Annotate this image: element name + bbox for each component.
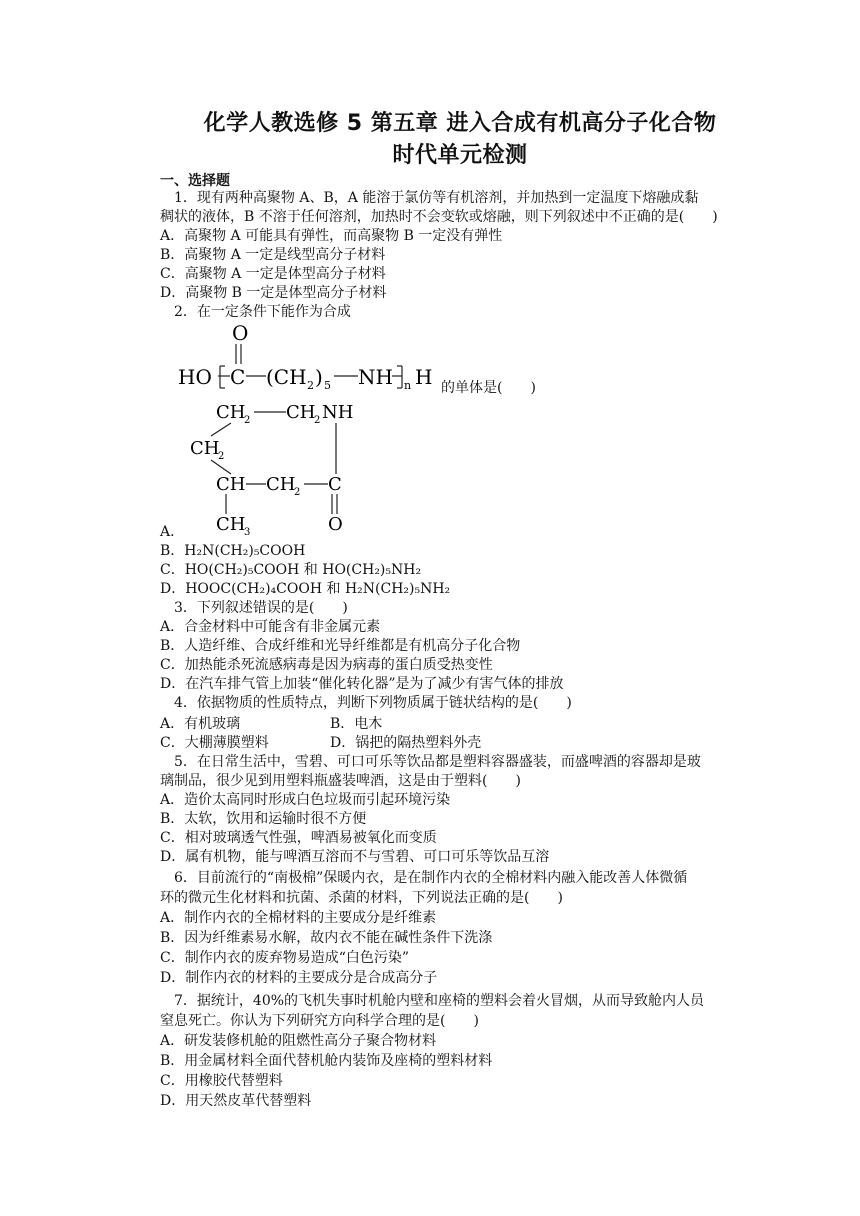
ring-carbonyl-oxygen: O	[328, 514, 343, 535]
question-6-option-a: A．制作内衣的全棉材料的主要成分是纤维素	[160, 910, 437, 926]
question-3-option-d: D．在汽车排气管上加装“催化转化器”是为了减少有害气体的排放	[160, 676, 564, 692]
question-2-option-b: B．H₂N(CH₂)₅COOH	[160, 543, 306, 559]
polymer-repeat-subscript: 5	[324, 379, 331, 392]
question-6-stem-line1: 6．目前流行的“南极棉”保暖内衣，是在制作内衣的全棉材料内融入能改善人体微循	[174, 870, 688, 886]
question-6-stem-line2: 环的微元生化材料和抗菌、杀菌的材料，下列说法正确的是( )	[160, 890, 563, 906]
ring-carbonyl-carbon: C	[328, 474, 342, 495]
question-2-option-d: D．HOOC(CH₂)₄COOH 和 H₂N(CH₂)₅NH₂	[160, 581, 451, 597]
document-title: 化学人教选修 5 第五章 进入合成有机高分子化合物	[203, 111, 717, 136]
question-6-option-b: B．因为纤维素易水解，故内衣不能在碱性条件下洗涤	[160, 930, 493, 946]
svg-text:2: 2	[218, 451, 225, 462]
question-1-option-c: C．高聚物 A 一定是体型高分子材料	[160, 266, 386, 282]
polymer-paren-close: )	[315, 365, 323, 389]
question-6-option-c: C．制作内衣的废弃物易造成“白色污染”	[160, 950, 410, 966]
question-1-stem-line1: 1．现有两种高聚物 A、B，A 能溶于氯仿等有机溶剂，并加热到一定温度下熔融成黏	[174, 190, 699, 206]
ring-ch2-bottom: CH	[266, 474, 296, 495]
question-5-stem-line2: 璃制品，很少见到用塑料瓶盛装啤酒，这是由于塑料( )	[160, 773, 521, 789]
option-a-ring-structure	[186, 396, 366, 536]
question-3-option-c: C．加热能杀死流感病毒是因为病毒的蛋白质受热变性	[160, 657, 493, 673]
ring-nh: NH	[322, 402, 354, 423]
polymer-degree-n: n	[404, 379, 412, 392]
question-7-option-b: B．用金属材料全面代替机舱内装饰及座椅的塑料材料	[160, 1053, 493, 1069]
question-7-option-c: C．用橡胶代替塑料	[160, 1073, 283, 1089]
question-3-option-a: A．合金材料中可能含有非金属元素	[160, 619, 381, 635]
question-1-option-b: B．高聚物 A 一定是线型高分子材料	[160, 247, 386, 263]
question-5-option-c: C．相对玻璃透气性强，啤酒易被氧化而变质	[160, 830, 437, 846]
polymer-end-h: H	[415, 365, 433, 389]
ring-ch2-top-right: CH	[286, 402, 316, 423]
question-3-option-b: B．人造纤维、合成纤维和光导纤维都是有机高分子化合物	[160, 638, 521, 654]
polymer-structure-formula	[170, 320, 450, 392]
polymer-ch2-subscript: 2	[307, 379, 314, 392]
question-2-option-a-label: A．	[160, 524, 185, 540]
question-4-option-c: C．大棚薄膜塑料	[160, 735, 269, 751]
svg-text:3: 3	[244, 527, 251, 536]
question-5-stem-line1: 5．在日常生活中，雪碧、可口可乐等饮品都是塑料容器盛装，而盛啤酒的容器却是玻	[174, 754, 701, 770]
question-4-stem: 4．依据物质的性质特点，判断下列物质属于链状结构的是( )	[174, 695, 572, 711]
question-5-option-d: D．属有机物，能与啤酒互溶而不与雪碧、可口可乐等饮品互溶	[160, 849, 550, 865]
question-5-option-a: A．造价太高同时形成白色垃圾而引起环境污染	[160, 792, 451, 808]
question-2-stem-tail: 的单体是( )	[441, 380, 536, 396]
question-7-stem-line1: 7．据统计，40%的飞机失事时机舱内壁和座椅的塑料会着火冒烟，从而导致舱内人员	[174, 993, 705, 1009]
ring-ch3: CH	[216, 514, 246, 535]
question-3-stem: 3．下列叙述错误的是( )	[174, 600, 348, 616]
question-4-option-b: B．电木	[330, 716, 383, 732]
question-7-option-d: D．用天然皮革代替塑料	[160, 1093, 312, 1109]
polymer-nh-group: NH	[358, 365, 393, 389]
polymer-ch2-group: (CH	[266, 365, 307, 389]
question-7-stem-line2: 窒息死亡。你认为下列研究方向科学合理的是( )	[160, 1013, 479, 1029]
question-1-option-d: D．高聚物 B 一定是体型高分子材料	[160, 285, 387, 301]
polymer-ho-group: HO	[178, 365, 212, 389]
question-4-option-d: D．锅把的隔热塑料外壳	[330, 735, 482, 751]
polymer-carbonyl-carbon: C	[230, 365, 246, 389]
question-2-option-c: C．HO(CH₂)₅COOH 和 HO(CH₂)₅NH₂	[160, 562, 422, 578]
svg-text:2: 2	[294, 487, 301, 498]
question-5-option-b: B．太软，饮用和运输时很不方便	[160, 811, 367, 827]
section-heading: 一、选择题	[160, 173, 230, 189]
question-2-stem: 2．在一定条件下能作为合成	[174, 304, 351, 320]
question-1-stem-line2: 稠状的液体，B 不溶于任何溶剂，加热时不会变软或熔融，则下列叙述中不正确的是( )	[160, 209, 718, 225]
question-7-option-a: A．研发装修机舱的阻燃性高分子聚合物材料	[160, 1033, 437, 1049]
question-4-option-a: A．有机玻璃	[160, 716, 241, 732]
ring-ch: CH	[216, 474, 246, 495]
ring-ch2-top-left: CH	[216, 402, 246, 423]
ring-ch2-left: CH	[190, 438, 220, 459]
svg-text:2: 2	[314, 415, 321, 426]
question-6-option-d: D．制作内衣的材料的主要成分是合成高分子	[160, 970, 438, 986]
polymer-carbonyl-oxygen: O	[232, 321, 249, 345]
document-subtitle: 时代单元检测	[392, 143, 528, 168]
question-1-option-a: A．高聚物 A 可能具有弹性，而高聚物 B 一定没有弹性	[160, 228, 503, 244]
svg-text:2: 2	[244, 415, 251, 426]
